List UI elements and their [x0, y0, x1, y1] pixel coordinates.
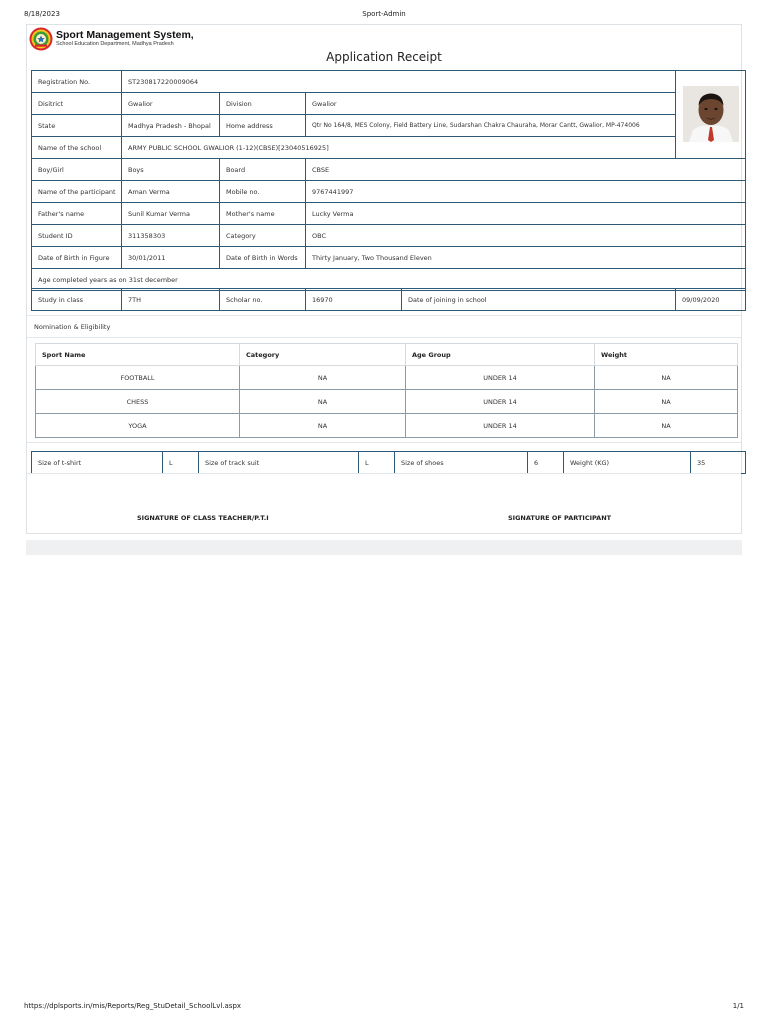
school-label: Name of the school [32, 137, 122, 159]
mobile-label: Mobile no. [220, 181, 306, 203]
class-value: 7TH [122, 289, 220, 311]
sport-name-cell: YOGA [36, 414, 240, 438]
table-row [32, 71, 746, 93]
registration-no-label: Registration No. [32, 71, 122, 93]
weight-label: Weight (KG) [564, 452, 691, 474]
tracksuit-size-value: L [359, 452, 395, 474]
category-value: OBC [306, 225, 746, 247]
sport-weight-cell: NA [595, 390, 738, 414]
table-row [32, 247, 746, 269]
tracksuit-size-label: Size of track suit [199, 452, 359, 474]
joining-date-label: Date of joining in school [402, 289, 676, 311]
receipt-title: Application Receipt [326, 50, 442, 64]
table-row [36, 366, 738, 390]
scholar-no-label: Scholar no. [220, 289, 306, 311]
district-value: Gwalior [122, 93, 220, 115]
participant-photo-cell [676, 71, 746, 159]
board-value: CBSE [306, 159, 746, 181]
table-row [32, 289, 746, 311]
col-header-weight: Weight [595, 344, 738, 366]
dob-words-label: Date of Birth in Words [220, 247, 306, 269]
registration-no-value: ST230817220009064 [122, 71, 676, 93]
father-name-label: Father's name [32, 203, 122, 225]
print-header [24, 10, 744, 22]
sport-name-cell: FOOTBALL [36, 366, 240, 390]
page-footer-bar [26, 540, 742, 555]
section-divider [27, 473, 741, 474]
section-divider [27, 442, 741, 443]
sport-age-group-cell: UNDER 14 [406, 366, 595, 390]
home-address-label: Home address [220, 115, 306, 137]
class-details-table [31, 288, 746, 311]
category-label: Category [220, 225, 306, 247]
father-name-value: Sunil Kumar Verma [122, 203, 220, 225]
sport-category-cell: NA [240, 390, 406, 414]
application-receipt [26, 24, 742, 534]
teacher-signature-label: SIGNATURE OF CLASS TEACHER/P.T.I [137, 514, 269, 522]
state-label: State [32, 115, 122, 137]
sport-age-group-cell: UNDER 14 [406, 414, 595, 438]
print-footer [24, 1002, 744, 1014]
logo-subtitle: School Education Department, Madhya Pradesh [56, 41, 174, 47]
nomination-section-label: Nomination & Eligibility [34, 323, 111, 331]
school-value: ARMY PUBLIC SCHOOL GWALIOR (1-12)(CBSE)[23040516925] [122, 137, 676, 159]
participant-name-label: Name of the participant [32, 181, 122, 203]
print-title: Sport-Admin [362, 10, 406, 18]
table-row [36, 390, 738, 414]
sport-age-group-cell: UNDER 14 [406, 390, 595, 414]
sport-weight-cell: NA [595, 414, 738, 438]
student-id-value: 311358303 [122, 225, 220, 247]
class-label: Study in class [32, 289, 122, 311]
logo-name: Sport Management System, [56, 29, 194, 41]
nomination-table [35, 343, 738, 438]
gender-value: Boys [122, 159, 220, 181]
page-number: 1/1 [732, 1002, 744, 1010]
col-header-age-group: Age Group [406, 344, 595, 366]
sport-category-cell: NA [240, 414, 406, 438]
uniform-sizes-table [31, 451, 746, 474]
table-row [32, 225, 746, 247]
mp-state-emblem-icon [29, 27, 53, 51]
state-value: Madhya Pradesh - Bhopal [122, 115, 220, 137]
joining-date-value: 09/09/2020 [676, 289, 746, 311]
table-row [32, 203, 746, 225]
gender-label: Boy/Girl [32, 159, 122, 181]
mother-name-value: Lucky Verma [306, 203, 746, 225]
scholar-no-value: 16970 [306, 289, 402, 311]
print-date: 8/18/2023 [24, 10, 60, 18]
nomination-header-row [36, 344, 738, 366]
shoe-size-label: Size of shoes [395, 452, 528, 474]
table-row [32, 159, 746, 181]
tshirt-size-label: Size of t-shirt [32, 452, 163, 474]
student-id-label: Student ID [32, 225, 122, 247]
table-row [32, 115, 746, 137]
dob-figure-label: Date of Birth in Figure [32, 247, 122, 269]
dob-words-value: Thirty January, Two Thousand Eleven [306, 247, 746, 269]
table-row [32, 181, 746, 203]
table-row [32, 137, 746, 159]
col-header-category: Category [240, 344, 406, 366]
print-url: https://dplsports.in/mis/Reports/Reg_StuDetail_SchoolLvl.aspx [24, 1002, 242, 1010]
table-row [32, 93, 746, 115]
division-value: Gwalior [306, 93, 676, 115]
participant-signature-label: SIGNATURE OF PARTICIPANT [508, 514, 612, 522]
board-label: Board [220, 159, 306, 181]
shoe-size-value: 6 [528, 452, 564, 474]
col-header-sport-name: Sport Name [36, 344, 240, 366]
dob-figure-value: 30/01/2011 [122, 247, 220, 269]
mother-name-label: Mother's name [220, 203, 306, 225]
age-completed-label: Age completed years as on 31st december [32, 269, 746, 291]
section-divider [27, 337, 741, 338]
division-label: Division [220, 93, 306, 115]
home-address-value: Qtr No 164/8, MES Colony, Field Battery Line, Sudarshan Chakra Chauraha, Morar Cantt, Gwalior, MP-474006 [306, 115, 676, 137]
participant-photo [683, 86, 739, 142]
district-label: Disitrict [32, 93, 122, 115]
table-row [36, 414, 738, 438]
weight-value: 35 [691, 452, 746, 474]
sport-name-cell: CHESS [36, 390, 240, 414]
tshirt-size-value: L [163, 452, 199, 474]
sport-category-cell: NA [240, 366, 406, 390]
section-divider [27, 315, 741, 316]
sport-weight-cell: NA [595, 366, 738, 390]
participant-name-value: Aman Verma [122, 181, 220, 203]
mobile-value: 9767441997 [306, 181, 746, 203]
student-details-table [31, 70, 746, 291]
table-row [32, 452, 746, 474]
